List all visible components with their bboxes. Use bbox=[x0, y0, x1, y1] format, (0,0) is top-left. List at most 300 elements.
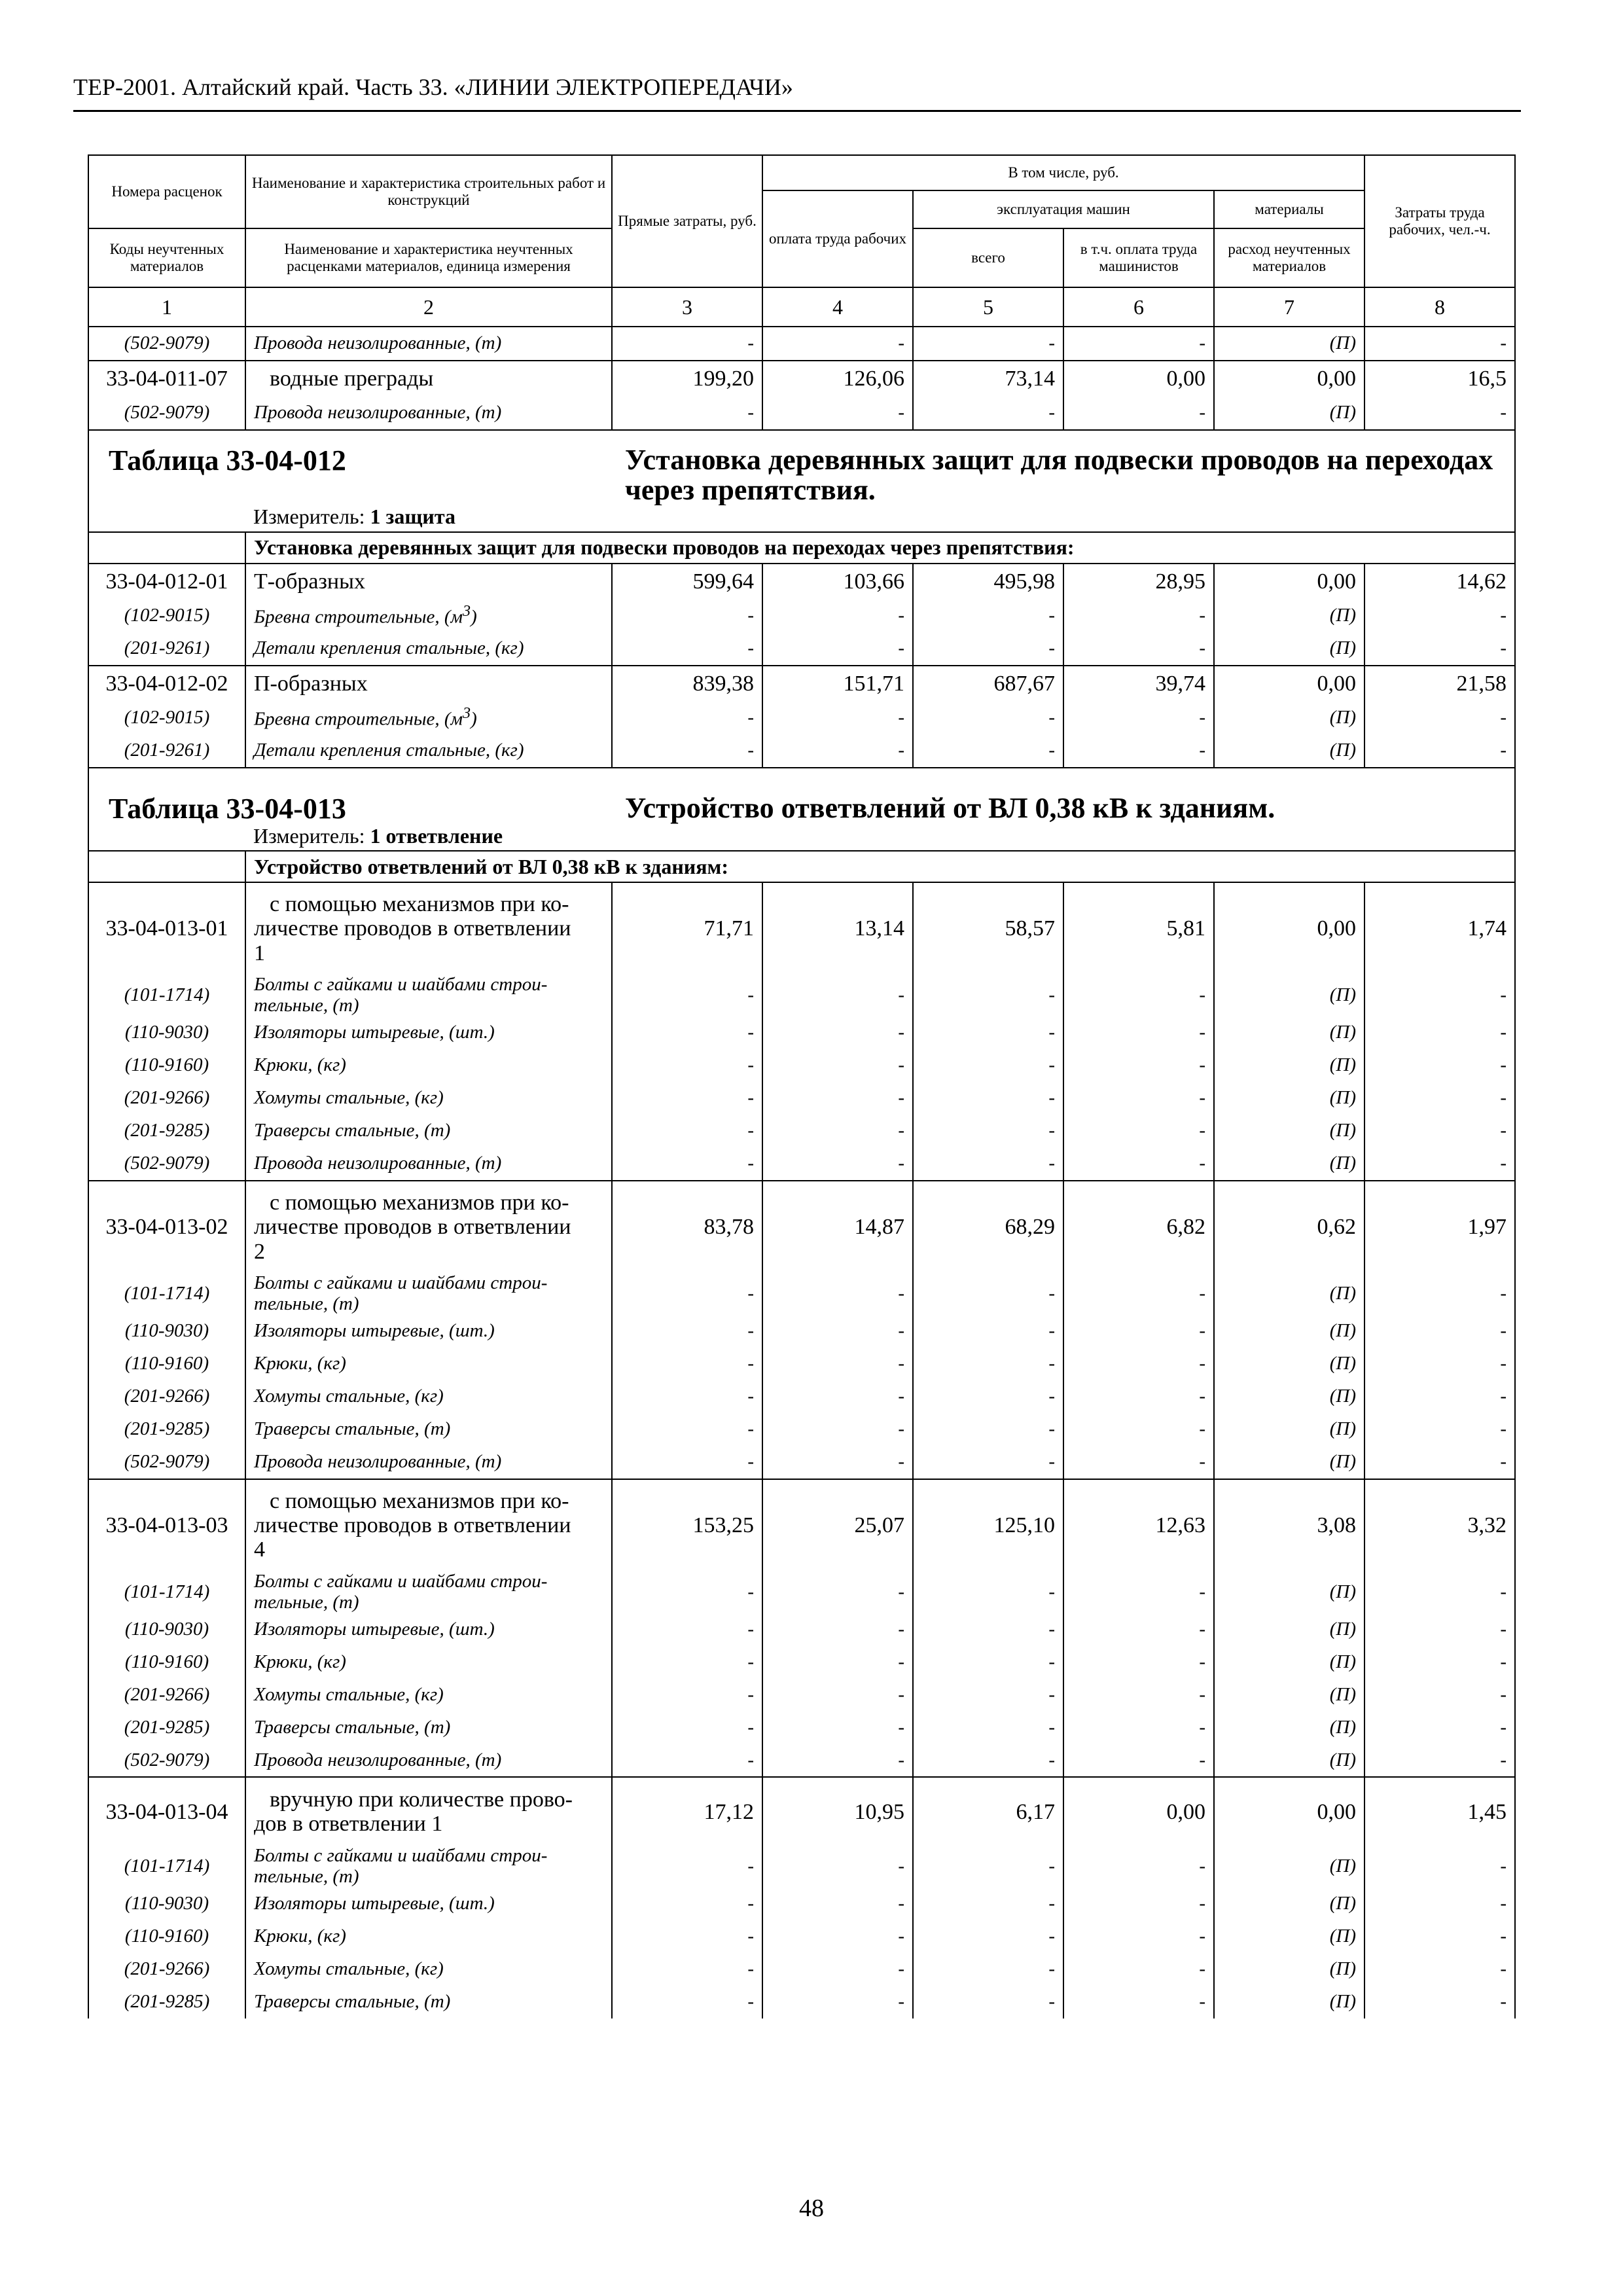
measure bbox=[245, 505, 1515, 531]
material-mark: (П) bbox=[1214, 1380, 1364, 1413]
material-name bbox=[245, 1348, 612, 1380]
col2-header-bottom: Наименование и характеристика неучтенных расценками материалов, единица измерения bbox=[245, 228, 612, 287]
cell-dash: - bbox=[762, 1613, 913, 1645]
cell-dash: - bbox=[762, 1115, 913, 1147]
material-name bbox=[245, 1613, 612, 1645]
labor-hours: 1,97 bbox=[1364, 1181, 1515, 1273]
measure-spacer bbox=[88, 505, 245, 531]
col1-header-top: Номера расценок bbox=[88, 155, 245, 228]
material-name bbox=[245, 1147, 612, 1181]
cell-dash: - bbox=[1063, 1711, 1214, 1744]
cell-dash: - bbox=[1063, 327, 1214, 361]
labor-cost: 126,06 bbox=[762, 361, 913, 397]
material-name bbox=[245, 702, 612, 734]
material-code: (110-9160) bbox=[88, 1920, 245, 1953]
col-num: 1 bbox=[88, 287, 245, 327]
material-name-text: Бревна строительные, (м bbox=[254, 606, 463, 628]
cell-dash: - bbox=[1364, 1348, 1515, 1380]
col6-header: в т.ч. оплата труда машинистов bbox=[1063, 228, 1214, 287]
section-row bbox=[88, 851, 1515, 882]
material-name-text: Провода неизолированные, (т) bbox=[254, 1450, 502, 1472]
cell-dash: - bbox=[1063, 632, 1214, 666]
cell-dash: - bbox=[762, 1744, 913, 1777]
cell-dash: - bbox=[1063, 1846, 1214, 1888]
direct-cost: 17,12 bbox=[612, 1777, 762, 1846]
cell-dash: - bbox=[612, 1147, 762, 1181]
cell-dash: - bbox=[913, 1711, 1063, 1744]
material-code: (110-9030) bbox=[88, 1888, 245, 1920]
col-num: 6 bbox=[1063, 287, 1214, 327]
cell-dash: - bbox=[762, 1711, 913, 1744]
material-code: (201-9261) bbox=[88, 632, 245, 666]
material-name bbox=[245, 1082, 612, 1115]
cell-dash: - bbox=[913, 1953, 1063, 1986]
section-title: Установка деревянных защит для подвески проводов на переходах через препятствия: bbox=[245, 532, 1515, 564]
cell-dash: - bbox=[762, 734, 913, 768]
material-name bbox=[245, 1380, 612, 1413]
table-title bbox=[612, 768, 1515, 825]
rate-name-line: 1 bbox=[254, 941, 265, 965]
labor-hours: 1,45 bbox=[1364, 1777, 1515, 1846]
rate-row bbox=[88, 666, 1515, 702]
materials-cost: 0,00 bbox=[1214, 564, 1364, 600]
material-name bbox=[245, 600, 612, 632]
material-row bbox=[88, 1380, 1515, 1413]
direct-cost: 153,25 bbox=[612, 1479, 762, 1571]
cell-dash: - bbox=[913, 1986, 1063, 2018]
material-name-line: тельные, (т) bbox=[254, 1866, 359, 1888]
labor-cost: 10,95 bbox=[762, 1777, 913, 1846]
cell-dash: - bbox=[1364, 600, 1515, 632]
col-num: 4 bbox=[762, 287, 913, 327]
machines-total: 68,29 bbox=[913, 1181, 1063, 1273]
material-mark: (П) bbox=[1214, 734, 1364, 768]
cell-dash: - bbox=[1063, 1920, 1214, 1953]
material-row bbox=[88, 702, 1515, 734]
cell-dash: - bbox=[1063, 1888, 1214, 1920]
material-mark: (П) bbox=[1214, 1571, 1364, 1613]
material-code: (201-9285) bbox=[88, 1711, 245, 1744]
cell-dash: - bbox=[913, 1115, 1063, 1147]
material-code: (110-9030) bbox=[88, 1016, 245, 1049]
table-number-text: Таблица 33-04-013 bbox=[109, 792, 346, 825]
cell-dash: - bbox=[612, 1082, 762, 1115]
cell-dash: - bbox=[762, 1082, 913, 1115]
material-name-text: Бревна строительные, (м bbox=[254, 708, 463, 730]
cell-dash: - bbox=[612, 1846, 762, 1888]
machinists-pay: 12,63 bbox=[1063, 1479, 1214, 1571]
cell-dash: - bbox=[913, 1744, 1063, 1777]
material-name-text: Траверсы стальные, (т) bbox=[254, 1418, 451, 1439]
material-name-text: Хомуты стальные, (кг) bbox=[254, 1086, 444, 1108]
material-name-text: Крюки, (кг) bbox=[254, 1352, 346, 1374]
material-code: (110-9160) bbox=[88, 1049, 245, 1082]
material-row bbox=[88, 1744, 1515, 1777]
page-number: 48 bbox=[799, 2195, 824, 2222]
col5-header: всего bbox=[913, 228, 1063, 287]
material-code: (502-9079) bbox=[88, 1147, 245, 1181]
page-header: ТЕР-2001. Алтайский край. Часть 33. «ЛИНИИ ЭЛЕКТРОПЕРЕДАЧИ» bbox=[73, 73, 1521, 112]
materials-header: материалы bbox=[1214, 190, 1364, 228]
material-name bbox=[245, 1413, 612, 1446]
material-code: (110-9160) bbox=[88, 1645, 245, 1678]
col4-header: оплата труда рабочих bbox=[762, 190, 913, 287]
material-code: (101-1714) bbox=[88, 1571, 245, 1613]
cell-dash: - bbox=[913, 1413, 1063, 1446]
cell-dash: - bbox=[1063, 1744, 1214, 1777]
table-head bbox=[88, 155, 1515, 327]
cell-dash: - bbox=[1364, 1049, 1515, 1082]
material-name-text: Хомуты стальные, (кг) bbox=[254, 1958, 444, 1980]
material-code: (502-9079) bbox=[88, 1446, 245, 1479]
material-code: (201-9266) bbox=[88, 1082, 245, 1115]
cell-dash: - bbox=[1063, 1571, 1214, 1613]
material-name-tail: ) bbox=[471, 606, 477, 628]
section-title: Устройство ответвлений от ВЛ 0,38 кВ к зданиям: bbox=[245, 851, 1515, 882]
cell-dash: - bbox=[1063, 702, 1214, 734]
machines-total: 495,98 bbox=[913, 564, 1063, 600]
material-mark: (П) bbox=[1214, 1986, 1364, 2018]
cell-dash: - bbox=[913, 632, 1063, 666]
cell-dash: - bbox=[913, 1016, 1063, 1049]
cell-dash: - bbox=[762, 1413, 913, 1446]
cell-dash: - bbox=[612, 1888, 762, 1920]
cell-dash: - bbox=[913, 1678, 1063, 1711]
material-row bbox=[88, 734, 1515, 768]
section-spacer bbox=[88, 532, 245, 564]
material-name bbox=[245, 1115, 612, 1147]
table-heading-row bbox=[88, 768, 1515, 825]
rate-code: 33-04-013-02 bbox=[88, 1181, 245, 1273]
material-row bbox=[88, 1115, 1515, 1147]
table-title-text: Устройство ответвлений от ВЛ 0,38 кВ к зданиям. bbox=[625, 791, 1275, 824]
material-mark: (П) bbox=[1214, 1678, 1364, 1711]
material-name-text: Провода неизолированные, (т) bbox=[254, 1749, 502, 1770]
cell-dash: - bbox=[913, 1571, 1063, 1613]
rates-table bbox=[88, 154, 1516, 2018]
cell-dash: - bbox=[1364, 1613, 1515, 1645]
material-mark: (П) bbox=[1214, 1115, 1364, 1147]
rate-name-line: с помощью механизмов при ко- bbox=[270, 1488, 569, 1513]
rate-row bbox=[88, 882, 1515, 975]
col2-header-top: Наименование и характеристика строительных работ и конструкций bbox=[245, 155, 612, 228]
col3-header: Прямые затраты, руб. bbox=[612, 155, 762, 287]
cell-dash: - bbox=[1364, 327, 1515, 361]
cell-dash: - bbox=[1063, 1082, 1214, 1115]
material-name bbox=[245, 1888, 612, 1920]
measure bbox=[245, 825, 1515, 851]
rate-name bbox=[245, 1777, 612, 1846]
material-code: (102-9015) bbox=[88, 600, 245, 632]
cell-dash: - bbox=[612, 1678, 762, 1711]
measure-value: 1 ответвление bbox=[370, 824, 503, 848]
cell-dash: - bbox=[913, 397, 1063, 430]
cell-dash: - bbox=[913, 1348, 1063, 1380]
material-code: (110-9160) bbox=[88, 1348, 245, 1380]
cell-dash: - bbox=[612, 1920, 762, 1953]
material-row bbox=[88, 632, 1515, 666]
material-row bbox=[88, 1016, 1515, 1049]
rate-name: Т-образных bbox=[245, 564, 612, 600]
cell-dash: - bbox=[1364, 1413, 1515, 1446]
material-mark: (П) bbox=[1214, 1082, 1364, 1115]
cell-dash: - bbox=[1063, 1273, 1214, 1315]
material-code: (101-1714) bbox=[88, 1846, 245, 1888]
cell-dash: - bbox=[1364, 1315, 1515, 1348]
cell-dash: - bbox=[1364, 1645, 1515, 1678]
material-mark: (П) bbox=[1214, 632, 1364, 666]
material-name-line: Болты с гайками и шайбами строи- bbox=[254, 1571, 548, 1592]
measure-label: Измеритель: bbox=[253, 505, 365, 529]
labor-hours: 21,58 bbox=[1364, 666, 1515, 702]
material-name: Детали крепления стальные, (кг) bbox=[245, 632, 612, 666]
material-code: (201-9285) bbox=[88, 1115, 245, 1147]
rate-name: водные преграды bbox=[245, 361, 612, 397]
column-numbers-row bbox=[88, 287, 1515, 327]
cell-dash: - bbox=[762, 1645, 913, 1678]
material-name bbox=[245, 1744, 612, 1777]
rate-code: 33-04-013-03 bbox=[88, 1479, 245, 1571]
cell-dash: - bbox=[762, 1380, 913, 1413]
material-row bbox=[88, 1846, 1515, 1888]
cell-dash: - bbox=[762, 1446, 913, 1479]
cell-dash: - bbox=[1063, 1115, 1214, 1147]
direct-cost: 71,71 bbox=[612, 882, 762, 975]
cell-dash: - bbox=[762, 1678, 913, 1711]
material-row bbox=[88, 1613, 1515, 1645]
rate-code: 33-04-012-01 bbox=[88, 564, 245, 600]
group-header: В том числе, руб. bbox=[762, 155, 1364, 190]
cell-dash: - bbox=[1364, 702, 1515, 734]
material-name-tail: ) bbox=[471, 708, 477, 730]
material-name-text: Хомуты стальные, (кг) bbox=[254, 1385, 444, 1407]
measure-spacer bbox=[88, 825, 245, 851]
cell-dash: - bbox=[1063, 1613, 1214, 1645]
cell-dash: - bbox=[1364, 1888, 1515, 1920]
direct-cost: 83,78 bbox=[612, 1181, 762, 1273]
measure-row bbox=[88, 825, 1515, 851]
material-name bbox=[245, 1016, 612, 1049]
material-row bbox=[88, 327, 1515, 361]
machines-header: эксплуатация машин bbox=[913, 190, 1214, 228]
labor-cost: 13,14 bbox=[762, 882, 913, 975]
cell-dash: - bbox=[1063, 397, 1214, 430]
cell-dash: - bbox=[913, 1846, 1063, 1888]
cell-dash: - bbox=[1364, 1986, 1515, 2018]
cell-dash: - bbox=[1364, 1082, 1515, 1115]
cell-dash: - bbox=[1063, 1147, 1214, 1181]
section-spacer bbox=[88, 851, 245, 882]
cell-dash: - bbox=[1364, 1846, 1515, 1888]
material-code: (201-9266) bbox=[88, 1678, 245, 1711]
cell-dash: - bbox=[1063, 1953, 1214, 1986]
rate-row bbox=[88, 564, 1515, 600]
table-number-text: Таблица 33-04-012 bbox=[109, 444, 346, 476]
direct-cost: 839,38 bbox=[612, 666, 762, 702]
material-row bbox=[88, 1678, 1515, 1711]
material-name-line: тельные, (т) bbox=[254, 1293, 359, 1314]
col7-header: расход неучтенных материалов bbox=[1214, 228, 1364, 287]
cell-dash: - bbox=[762, 1888, 913, 1920]
cell-dash: - bbox=[1063, 1645, 1214, 1678]
machinists-pay: 5,81 bbox=[1063, 882, 1214, 975]
material-name-line: Болты с гайками и шайбами строи- bbox=[254, 1846, 548, 1867]
cell-dash: - bbox=[612, 975, 762, 1016]
table-number bbox=[88, 430, 612, 505]
material-code: (101-1714) bbox=[88, 975, 245, 1016]
cell-dash: - bbox=[913, 1613, 1063, 1645]
material-name-text: Траверсы стальные, (т) bbox=[254, 1991, 451, 2013]
col-num: 3 bbox=[612, 287, 762, 327]
cell-dash: - bbox=[762, 1049, 913, 1082]
cell-dash: - bbox=[1364, 1953, 1515, 1986]
material-name bbox=[245, 1049, 612, 1082]
measure-row bbox=[88, 505, 1515, 531]
material-mark: (П) bbox=[1214, 1446, 1364, 1479]
cell-dash: - bbox=[1364, 1147, 1515, 1181]
cell-dash: - bbox=[612, 702, 762, 734]
material-row bbox=[88, 397, 1515, 430]
materials-cost: 3,08 bbox=[1214, 1479, 1364, 1571]
cell-dash: - bbox=[913, 1082, 1063, 1115]
cell-dash: - bbox=[762, 1920, 913, 1953]
cell-dash: - bbox=[913, 1380, 1063, 1413]
cell-dash: - bbox=[1063, 1315, 1214, 1348]
material-name bbox=[245, 975, 612, 1016]
rate-name-line: с помощью механизмов при ко- bbox=[270, 892, 569, 917]
material-name-text: Изоляторы штыревые, (шт.) bbox=[254, 1893, 495, 1914]
labor-hours: 14,62 bbox=[1364, 564, 1515, 600]
cell-dash: - bbox=[612, 1986, 762, 2018]
labor-cost: 25,07 bbox=[762, 1479, 913, 1571]
cell-dash: - bbox=[612, 1645, 762, 1678]
cell-dash: - bbox=[612, 1744, 762, 1777]
cell-dash: - bbox=[1063, 1348, 1214, 1380]
direct-cost: 199,20 bbox=[612, 361, 762, 397]
material-row bbox=[88, 1920, 1515, 1953]
cell-dash: - bbox=[612, 1380, 762, 1413]
cell-dash: - bbox=[612, 1613, 762, 1645]
col-num: 2 bbox=[245, 287, 612, 327]
section-row bbox=[88, 532, 1515, 564]
cell-dash: - bbox=[1063, 734, 1214, 768]
material-mark: (П) bbox=[1214, 1953, 1364, 1986]
measure-value: 1 защита bbox=[370, 505, 455, 529]
material-mark: (П) bbox=[1214, 1888, 1364, 1920]
cell-dash: - bbox=[612, 327, 762, 361]
material-name-text: Траверсы стальные, (т) bbox=[254, 1716, 451, 1738]
cell-dash: - bbox=[762, 1571, 913, 1613]
material-mark: (П) bbox=[1214, 1049, 1364, 1082]
material-code: (201-9285) bbox=[88, 1413, 245, 1446]
material-row bbox=[88, 1711, 1515, 1744]
material-row bbox=[88, 975, 1515, 1016]
material-code: (201-9266) bbox=[88, 1380, 245, 1413]
cell-dash: - bbox=[1364, 1678, 1515, 1711]
cell-dash: - bbox=[913, 600, 1063, 632]
cell-dash: - bbox=[913, 1888, 1063, 1920]
cell-dash: - bbox=[1364, 1380, 1515, 1413]
material-code: (101-1714) bbox=[88, 1273, 245, 1315]
col8-header: Затраты труда рабочих, чел.-ч. bbox=[1364, 155, 1515, 287]
material-mark: (П) bbox=[1214, 702, 1364, 734]
cell-dash: - bbox=[612, 1953, 762, 1986]
material-name bbox=[245, 1273, 612, 1315]
material-row bbox=[88, 1953, 1515, 1986]
cell-dash: - bbox=[612, 1711, 762, 1744]
cell-dash: - bbox=[762, 1273, 913, 1315]
rate-name-line: с помощью механизмов при ко- bbox=[270, 1190, 569, 1215]
material-row bbox=[88, 1082, 1515, 1115]
machinists-pay: 28,95 bbox=[1063, 564, 1214, 600]
cell-dash: - bbox=[612, 1446, 762, 1479]
material-name bbox=[245, 1986, 612, 2018]
table-heading-row bbox=[88, 430, 1515, 505]
direct-cost: 599,64 bbox=[612, 564, 762, 600]
cell-dash: - bbox=[612, 600, 762, 632]
material-name-text: Траверсы стальные, (т) bbox=[254, 1119, 451, 1141]
material-mark: (П) bbox=[1214, 1348, 1364, 1380]
material-name-text: Изоляторы штыревые, (шт.) bbox=[254, 1319, 495, 1341]
material-mark: (П) bbox=[1214, 1413, 1364, 1446]
material-name: Провода неизолированные, (т) bbox=[245, 397, 612, 430]
cell-dash: - bbox=[913, 1920, 1063, 1953]
labor-hours: 16,5 bbox=[1364, 361, 1515, 397]
material-row bbox=[88, 1049, 1515, 1082]
machinists-pay: 0,00 bbox=[1063, 1777, 1214, 1846]
cell-dash: - bbox=[762, 1147, 913, 1181]
labor-cost: 103,66 bbox=[762, 564, 913, 600]
cell-dash: - bbox=[913, 1147, 1063, 1181]
material-code: (201-9261) bbox=[88, 734, 245, 768]
material-name-text: Крюки, (кг) bbox=[254, 1651, 346, 1672]
material-code: (502-9079) bbox=[88, 1744, 245, 1777]
material-mark: (П) bbox=[1214, 1645, 1364, 1678]
material-mark: (П) bbox=[1214, 1711, 1364, 1744]
material-name-line: Болты с гайками и шайбами строи- bbox=[254, 1272, 548, 1293]
cell-dash: - bbox=[762, 702, 913, 734]
cell-dash: - bbox=[913, 702, 1063, 734]
cell-dash: - bbox=[1063, 1446, 1214, 1479]
labor-cost: 151,71 bbox=[762, 666, 913, 702]
cell-dash: - bbox=[1063, 1016, 1214, 1049]
rate-name-line: 2 bbox=[254, 1239, 265, 1264]
cell-dash: - bbox=[762, 397, 913, 430]
material-mark: (П) bbox=[1214, 1920, 1364, 1953]
machinists-pay: 39,74 bbox=[1063, 666, 1214, 702]
col-num: 8 bbox=[1364, 287, 1515, 327]
material-name bbox=[245, 1645, 612, 1678]
table-title-text: Установка деревянных защит для подвески проводов на переходах через препятствия. bbox=[625, 444, 1493, 506]
superscript: 3 bbox=[463, 704, 471, 723]
cell-dash: - bbox=[762, 1986, 913, 2018]
materials-cost: 0,00 bbox=[1214, 1777, 1364, 1846]
machinists-pay: 6,82 bbox=[1063, 1181, 1214, 1273]
cell-dash: - bbox=[1063, 1380, 1214, 1413]
cell-dash: - bbox=[612, 734, 762, 768]
material-name bbox=[245, 1846, 612, 1888]
material-name: Детали крепления стальные, (кг) bbox=[245, 734, 612, 768]
material-name: Провода неизолированные, (т) bbox=[245, 327, 612, 361]
cell-dash: - bbox=[1364, 1744, 1515, 1777]
cell-dash: - bbox=[913, 327, 1063, 361]
cell-dash: - bbox=[612, 1348, 762, 1380]
cell-dash: - bbox=[762, 632, 913, 666]
materials-cost: 0,62 bbox=[1214, 1181, 1364, 1273]
cell-dash: - bbox=[1364, 397, 1515, 430]
material-row bbox=[88, 1273, 1515, 1315]
cell-dash: - bbox=[612, 1273, 762, 1315]
